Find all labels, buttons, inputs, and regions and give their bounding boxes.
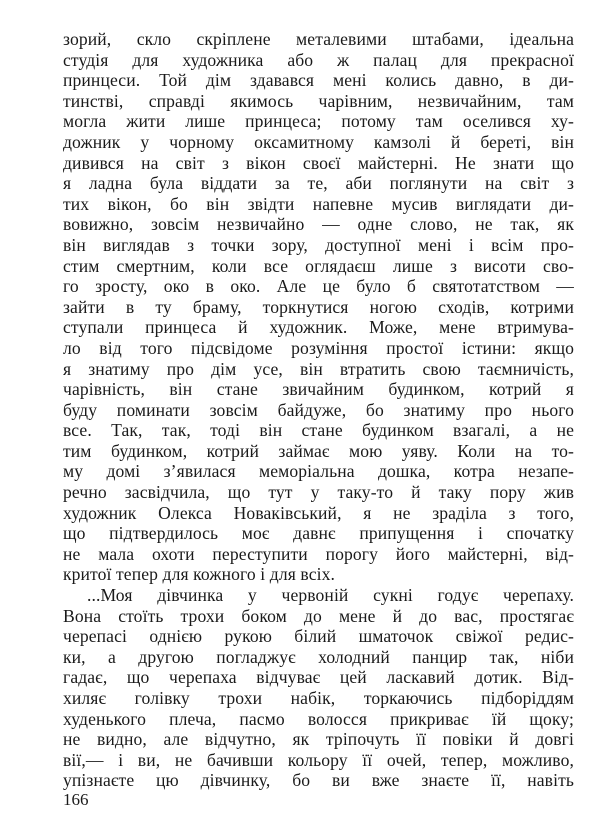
- text-line: худенького плеча, пасмо волосся прикриває їй щоку;: [63, 708, 574, 729]
- text-line: вовижно, зовсім незвичайно — одне слово, не так, як: [63, 214, 574, 235]
- text-line: зорий, скло скріплене металевими штабами, ідеальна: [63, 29, 574, 49]
- text-line: го зросту, око в око. Але це було б святотатством —: [63, 276, 574, 297]
- text-line: я знатиму про дім усе, він втратить свою таємничість,: [63, 358, 574, 379]
- text-line: черепасі однією рукою білий шматочок свіжої редис-: [63, 626, 574, 647]
- text-line: му домі з’явилася меморіальна дошка, котра незапе-: [63, 461, 574, 482]
- text-line: буду поминати зовсім байдуже, бо знатиму про нього: [63, 399, 574, 420]
- text-line: принцеси. Той дім здавався мені колись давно, в ди-: [63, 70, 574, 91]
- text-line: речно засвідчила, що тут у таку-то й таку пору жив: [63, 482, 574, 503]
- text-line: він виглядав з точки зору, доступної мені і всім про-: [63, 234, 574, 255]
- body-text: [63, 29, 574, 791]
- text-line: дивився на світ з вікон своєї майстерні. Не знати що: [63, 152, 574, 173]
- text-line: хиляє голівку трохи набік, торкаючись підборіддям: [63, 688, 574, 708]
- page-number: 166: [63, 790, 89, 809]
- text-line: стим смертним, коли все оглядаєш лише з висоти сво-: [63, 255, 574, 276]
- text-line: не видно, але відчутно, як тріпочуть її повіки й довгі: [63, 729, 574, 750]
- text-line: не мала охоти переступити порогу його майстерні, від-: [63, 543, 574, 564]
- text-line: могла жити лише принцеса; потому там оселився ху-: [63, 111, 574, 132]
- text-line: упізнаєте цю дівчинку, бо ви вже знаєте її, навіть: [63, 770, 574, 791]
- text-line: ...Моя дівчинка у червоній сукні годує черепаху.: [87, 585, 574, 606]
- text-line: студія для художника або ж палац для прекрасної: [63, 49, 574, 70]
- text-line: я ладна була віддати за те, аби поглянути на світ з: [63, 173, 574, 194]
- text-line: тим будинком, котрий займає мою уяву. Коли на то-: [63, 440, 574, 461]
- text-line: що підтвердилось моє давнє припущення і спочатку: [63, 523, 574, 544]
- text-line: ступали принцеса й художник. Може, мене втримува-: [63, 317, 574, 338]
- text-line: тинстві, справді якимось чарівним, незвичайним, там: [63, 90, 574, 111]
- text-line: Вона стоїть трохи боком до мене й до вас, простягає: [63, 605, 574, 626]
- text-line: критої тепер для кожного і для всіх.: [63, 564, 335, 585]
- text-line: ки, а другою погладжує холодний панцир так, ніби: [63, 646, 574, 667]
- text-line: все. Так, так, тоді він стане будинком взагалі, а не: [63, 420, 574, 441]
- text-line: гадає, що черепаха відчуває цей ласкавий дотик. Від-: [63, 667, 574, 688]
- text-line: тих вікон, бо він звідти напевне мусив виглядати ди-: [63, 193, 574, 214]
- text-line: дожник у чорному оксамитному камзолі й береті, він: [63, 131, 574, 152]
- text-line: чарівність, він стане звичайним будинком, котрий я: [63, 379, 574, 400]
- text-line: художник Олекса Новаківський, я не зраділа з того,: [63, 502, 574, 523]
- text-line: ло від того підсвідоме розуміння простої істини: якщо: [63, 337, 574, 358]
- text-line: зайти в ту браму, торкнутися ногою сходів, котрими: [63, 296, 574, 317]
- text-line: вії,— і ви, не бачивши кольору її очей, тепер, можливо,: [63, 749, 574, 770]
